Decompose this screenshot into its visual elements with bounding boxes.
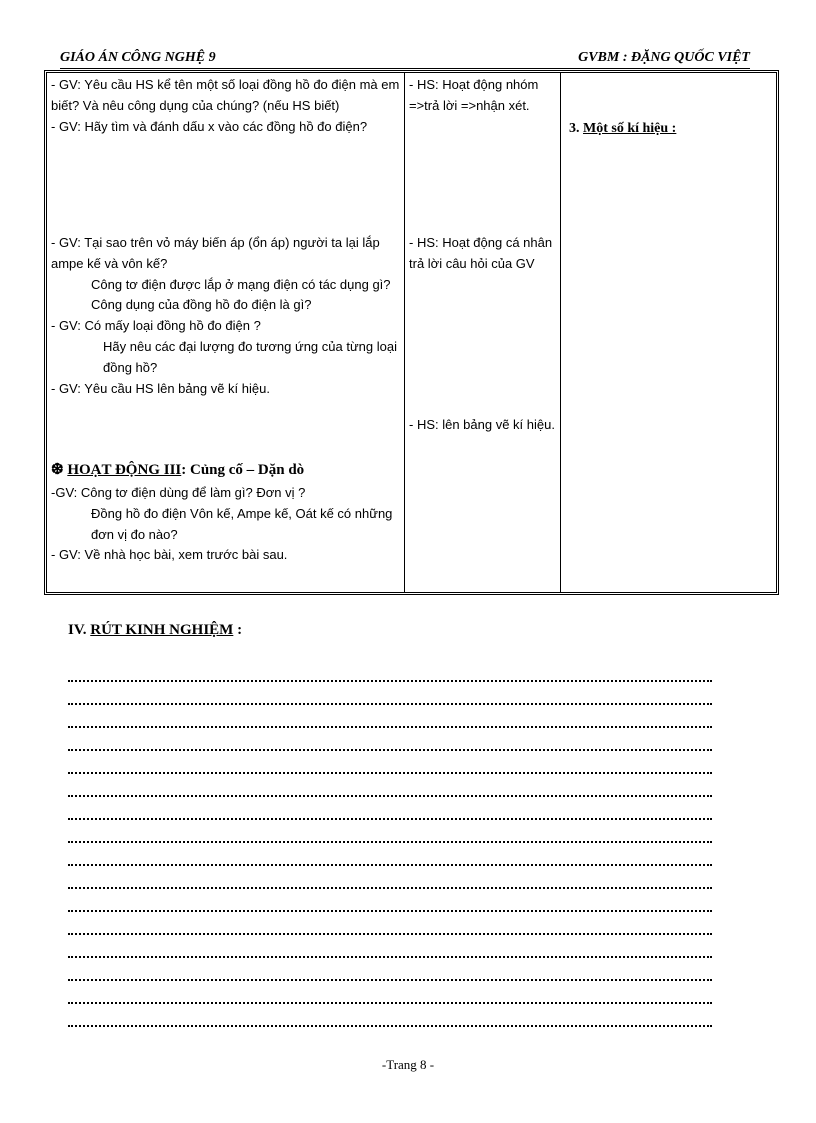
teacher-block-3 <box>51 483 400 566</box>
teacher-block-1 <box>51 75 400 137</box>
symbols-title: Một số kí hiệu : <box>583 121 677 136</box>
teacher-question: - GV: Yêu cầu HS kể tên một số loại đồng hồ đo điện mà em biết? Và nêu công dụng của chúng? (nếu HS biết) <box>51 77 400 113</box>
teacher-question: Công dụng của đồng hồ đo điện là gì? <box>91 297 312 313</box>
dotted-writing-line <box>68 745 712 751</box>
teacher-question: - GV: Yêu cầu HS lên bảng vẽ kí hiệu. <box>51 380 270 396</box>
dotted-writing-line <box>68 791 712 797</box>
dotted-writing-line <box>68 1021 712 1027</box>
teacher-question: - GV: Hãy tìm và đánh dấu x vào các đồng hồ đo điện? <box>51 118 368 134</box>
dotted-writing-line <box>68 676 712 682</box>
dotted-writing-line <box>68 883 712 889</box>
lesson-table <box>44 70 779 595</box>
activity-heading <box>51 459 400 481</box>
teacher-question: - GV: Tại sao trên vỏ máy biến áp (ổn áp) người ta lại lắp ampe kế và vôn kế? <box>51 235 380 271</box>
dotted-writing-line <box>68 952 712 958</box>
dotted-writing-line <box>68 906 712 912</box>
activity-subtitle: : Củng cố – Dặn dò <box>181 462 305 478</box>
snowflake-icon: ❆ <box>51 462 64 478</box>
dotted-writing-line <box>68 975 712 981</box>
dotted-writing-line <box>68 998 712 1004</box>
teacher-question: Công tơ điện được lắp ở mạng điện có tác dụng gì? <box>91 276 391 292</box>
student-response: - HS: Hoạt động cá nhân trả lời câu hỏi của GV <box>409 235 553 271</box>
teacher-activity-column <box>47 73 405 592</box>
teacher-question: Đồng hồ đo điện Vôn kế, Ampe kế, Oát kế có những đơn vị đo nào? <box>91 505 393 542</box>
teacher-block-2 <box>51 233 400 399</box>
student-response: - HS: Hoạt động nhóm =>trả lời =>nhận xét. <box>409 77 539 113</box>
dotted-writing-line <box>68 837 712 843</box>
teacher-question: Hãy nêu các đại lượng đo tương ứng của từng loại đồng hồ? <box>103 338 397 375</box>
teacher-question: - GV: Có mấy loại đồng hồ đo điện ? <box>51 318 261 334</box>
header-teacher: GVBM : ĐẶNG QUỐC VIỆT <box>578 50 750 65</box>
student-response: - HS: lên bảng vẽ kí hiệu. <box>409 417 555 432</box>
header-lesson-title: GIÁO ÁN CÔNG NGHỆ 9 <box>60 50 216 65</box>
dotted-writing-line <box>68 814 712 820</box>
dotted-writing-line <box>68 722 712 728</box>
section-experience-heading <box>68 622 242 639</box>
symbols-number: 3. <box>569 121 580 136</box>
student-activity-column <box>405 73 561 592</box>
section-colon: : <box>233 622 243 638</box>
teacher-question: - GV: Về nhà học bài, xem trước bài sau. <box>51 547 288 563</box>
dotted-writing-line <box>68 699 712 705</box>
section-roman-numeral: IV. <box>68 622 87 638</box>
dotted-writing-line <box>68 768 712 774</box>
activity-title: HOẠT ĐỘNG III <box>67 462 182 478</box>
dotted-writing-line <box>68 929 712 935</box>
page-number: -Trang 8 - <box>381 1057 435 1072</box>
dotted-writing-line <box>68 860 712 866</box>
content-column <box>561 73 776 592</box>
page-header <box>60 50 750 69</box>
section-title: RÚT KINH NGHIỆM <box>90 622 234 638</box>
teacher-question: -GV: Công tơ điện dùng để làm gì? Đơn vị ? <box>51 485 306 500</box>
symbols-heading <box>569 121 676 137</box>
